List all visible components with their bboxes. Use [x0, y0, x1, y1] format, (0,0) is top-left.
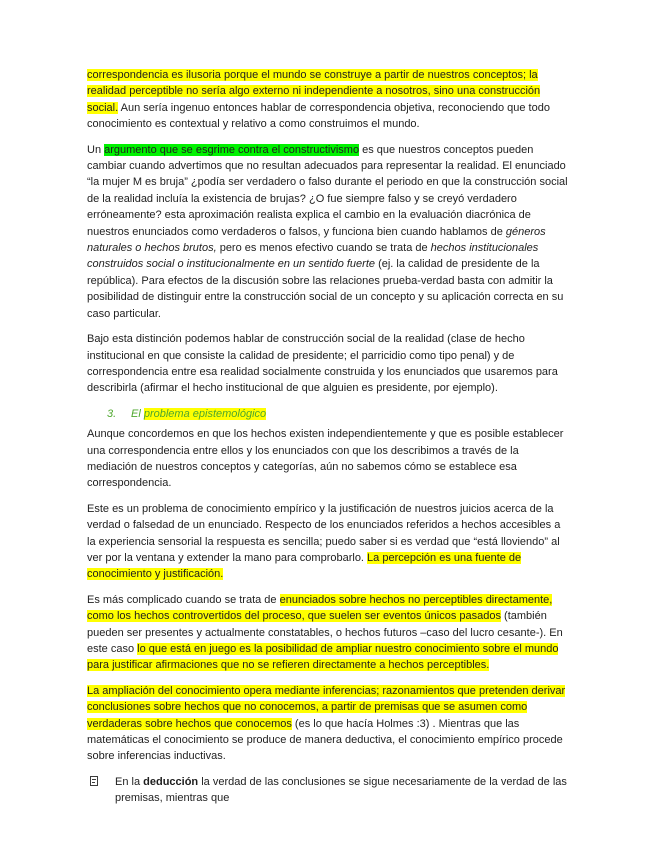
text-run: pero es menos efectivo cuando se trata de — [216, 242, 431, 255]
text-run: Aunque concordemos en que los hechos existen independientemente y que es posible establecer una correspondencia entre ellos y los enunciados con que los describimos a través de la mediación de nuestros conceptos y categorías, aún no sabemos cómo se establece esa correspondencia. — [87, 428, 564, 490]
missing-glyph-bullet-icon — [90, 776, 98, 786]
heading-text-highlighted: problema epistemológico — [143, 407, 267, 420]
list-item-text — [115, 774, 571, 807]
heading-text: El — [131, 407, 144, 420]
section-heading-epistemological — [107, 406, 571, 422]
text-run: Aun sería ingenuo entonces hablar de correspondencia objetiva, reconociendo que todo conocimiento es contextual y relativo a como construimos el mundo. — [87, 101, 550, 131]
text-run: En la — [115, 775, 144, 788]
text-run: (ej. la calidad de presidente de la república). Para efectos de la discusión sobre las relaciones prueba-verdad basta con admitir la posibilidad de distinguir entre la construcción social de un concepto y su aplicación correcta en su caso particular. — [87, 258, 564, 320]
text-run: Bajo esta distinción podemos hablar de construcción social de la realidad (clase de hecho institucional en que consiste la calidad de presidente; el parricidio como tipo penal) y de correspondencia entre esa realidad socialmente construida y los enunciados que usaremos para describirla (afirmar el hecho institucional de que alguien es presidente, por ejemplo). — [87, 333, 558, 395]
green-highlighted-text-run: argumento que se esgrime contra el constructivismo — [104, 143, 360, 156]
list-item-deduction — [87, 774, 571, 807]
bold-text-run: deducción — [143, 775, 199, 788]
para-concordance — [87, 426, 571, 492]
para-inferences — [87, 683, 571, 765]
italic-text-run: hechos institucionales construidos social o institucionalmente en un sentido fuerte — [87, 242, 539, 271]
para-distinction — [87, 331, 571, 397]
para-non-perceptible-facts — [87, 592, 571, 674]
text-run: Es más complicado cuando se trata de — [87, 593, 280, 606]
text-run: Un — [87, 143, 105, 156]
text-run: (también pueden ser presentes y actualmente constatables, o hechos futuros –caso del lucro cesante-). En este caso — [87, 610, 563, 655]
para-correspondence — [87, 67, 571, 133]
highlighted-text-run: La percepción es una fuente de conocimiento y justificación. — [87, 551, 522, 581]
text-run: la verdad de las conclusiones se sigue necesariamente de la verdad de las premisas, mientras que — [115, 775, 567, 805]
text-run: (es lo que hacía Holmes :3) . Mientras que las matemáticas el conocimiento se produce de manera deductiva, el conocimiento empírico procede sobre inferencias inductivas. — [87, 717, 563, 763]
highlighted-text-run: La ampliación del conocimiento opera mediante inferencias; razonamientos que pretenden derivar conclusiones sobre hechos que no conocemos, a partir de premisas que se asumen como verdaderas sobre hechos que conocemos — [87, 684, 566, 730]
para-constructivism-argument — [87, 142, 571, 322]
text-run: Este es un problema de conocimiento empírico y la justificación de nuestros juicios acerca de la verdad o falsedad de un enunciado. Respecto de los enunciados referidos a hechos accesibles a la experiencia sensorial la respuesta es sencilla; puedo saber si es verdad que “está lloviendo” al ver por la ventana y extender la mano para comprobarlo. — [87, 502, 561, 564]
highlighted-text-run: lo que está en juego es la posibilidad de ampliar nuestro conocimiento sobre el mundo para justificar afirmaciones que no se refieren directamente a hechos perceptibles. — [87, 643, 559, 672]
italic-text-run: géneros naturales o hechos brutos, — [87, 225, 546, 255]
document-page — [87, 67, 571, 816]
para-empirical-knowledge — [87, 501, 571, 583]
heading-number: 3. — [107, 407, 117, 420]
text-run: es que nuestros conceptos pueden cambiar cuando advertimos que no resultan adecuados para representar la realidad. El enunciado “la mujer M es bruja” ¿podía ser verdadero o falso durante el periodo en que la construcción social de la realidad incluía la existencia de brujas? ¿O fue siempre falso y se creyó verdadero erróneamente? esta aproximación realista explica el cambio en la evaluación diacrónica de nuestros enunciados como verdaderos o falsos, y funciona bien cuando hablamos de — [87, 143, 568, 238]
highlighted-text-run: correspondencia es ilusoria porque el mundo se construye a partir de nuestros conceptos; la realidad perceptible no sería algo externo ni independiente a nosotros, sino una construcción social. — [87, 69, 541, 114]
highlighted-text-run: enunciados sobre hechos no perceptibles directamente, como los hechos controvertidos del proceso, que suelen ser eventos únicos pasados — [87, 593, 553, 623]
